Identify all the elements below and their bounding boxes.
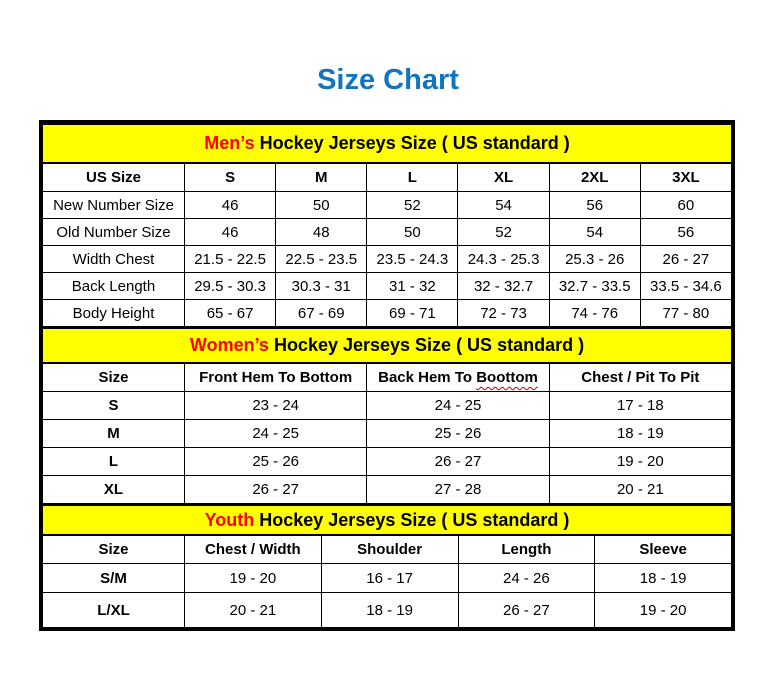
mens-col-header: S [185,163,276,192]
womens-col-header-misspelled-word: Boottom [476,369,538,386]
cell-value: 18 - 19 [595,564,732,593]
womens-col-header [367,363,549,392]
row-label: M [43,420,185,448]
cell-value: 26 - 27 [185,476,367,504]
cell-value: 50 [276,192,367,219]
cell-value: 54 [549,219,640,246]
cell-value: 25 - 26 [185,448,367,476]
cell-value: 46 [185,192,276,219]
mens-col-header: 2XL [549,163,640,192]
cell-value: 50 [367,219,458,246]
cell-value: 32 - 32.7 [458,273,549,300]
cell-value: 77 - 80 [640,300,731,327]
cell-value: 33.5 - 34.6 [640,273,731,300]
mens-band-rest: Hockey Jerseys Size ( US standard ) [254,133,570,153]
cell-value: 16 - 17 [321,564,458,593]
table-row [43,273,732,300]
table-row [43,448,732,476]
cell-value: 20 - 21 [549,476,731,504]
cell-value: 60 [640,192,731,219]
womens-band-highlight: Women’s [189,335,269,355]
cell-value: 67 - 69 [276,300,367,327]
cell-value: 74 - 76 [549,300,640,327]
youth-band-title [43,505,732,535]
cell-value: 56 [640,219,731,246]
cell-value: 24 - 26 [458,564,595,593]
table-row [43,420,732,448]
cell-value: 18 - 19 [321,593,458,628]
youth-band-rest: Hockey Jerseys Size ( US standard ) [254,509,570,530]
womens-col-header-prefix: Back Hem To [378,369,477,386]
mens-band-title [43,124,732,163]
cell-value: 65 - 67 [185,300,276,327]
mens-col-header: US Size [43,163,185,192]
cell-value: 22.5 - 23.5 [276,246,367,273]
cell-value: 46 [185,219,276,246]
cell-value: 25.3 - 26 [549,246,640,273]
table-row [43,192,732,219]
womens-band-rest: Hockey Jerseys Size ( US standard ) [268,335,585,355]
mens-band-highlight: Men’s [204,133,255,153]
cell-value: 32.7 - 33.5 [549,273,640,300]
mens-col-header: L [367,163,458,192]
womens-header-row [43,363,732,392]
womens-col-header: Front Hem To Bottom [185,363,367,392]
table-row [43,593,732,628]
cell-value: 26 - 27 [640,246,731,273]
cell-value: 24.3 - 25.3 [458,246,549,273]
cell-value: 72 - 73 [458,300,549,327]
cell-value: 24 - 25 [367,392,549,420]
cell-value: 26 - 27 [367,448,549,476]
cell-value: 24 - 25 [185,420,367,448]
cell-value: 69 - 71 [367,300,458,327]
cell-value: 19 - 20 [185,564,322,593]
row-label: L [43,448,185,476]
mens-header-row [43,163,732,192]
womens-col-header: Size [43,363,185,392]
mens-size-table [42,123,732,327]
cell-value: 27 - 28 [367,476,549,504]
row-label: New Number Size [43,192,185,219]
cell-value: 52 [367,192,458,219]
cell-value: 23.5 - 24.3 [367,246,458,273]
womens-section-band [43,328,732,363]
youth-col-header: Shoulder [321,535,458,564]
cell-value: 17 - 18 [549,392,731,420]
youth-col-header: Length [458,535,595,564]
cell-value: 26 - 27 [458,593,595,628]
size-chart-container [39,120,735,631]
youth-section-band [43,505,732,535]
mens-col-header: XL [458,163,549,192]
womens-band-title [43,328,732,363]
youth-band-highlight: Youth [204,509,255,530]
row-label: S [43,392,185,420]
mens-col-header: 3XL [640,163,731,192]
mens-section-band [43,124,732,163]
table-row [43,392,732,420]
row-label: XL [43,476,185,504]
cell-value: 54 [458,192,549,219]
row-label: Old Number Size [43,219,185,246]
youth-col-header: Chest / Width [185,535,322,564]
mens-col-header: M [276,163,367,192]
youth-col-header: Size [43,535,185,564]
youth-header-row [43,535,732,564]
row-label: Body Height [43,300,185,327]
table-row [43,246,732,273]
cell-value: 19 - 20 [549,448,731,476]
cell-value: 30.3 - 31 [276,273,367,300]
row-label: S/M [43,564,185,593]
cell-value: 56 [549,192,640,219]
table-row [43,219,732,246]
page-title: Size Chart [317,64,459,96]
cell-value: 23 - 24 [185,392,367,420]
youth-size-table [42,504,732,628]
cell-value: 31 - 32 [367,273,458,300]
womens-size-table [42,327,732,504]
cell-value: 20 - 21 [185,593,322,628]
table-row [43,564,732,593]
cell-value: 19 - 20 [595,593,732,628]
cell-value: 29.5 - 30.3 [185,273,276,300]
cell-value: 21.5 - 22.5 [185,246,276,273]
youth-col-header: Sleeve [595,535,732,564]
cell-value: 48 [276,219,367,246]
cell-value: 52 [458,219,549,246]
row-label: Back Length [43,273,185,300]
womens-col-header: Chest / Pit To Pit [549,363,731,392]
cell-value: 18 - 19 [549,420,731,448]
table-row [43,300,732,327]
cell-value: 25 - 26 [367,420,549,448]
row-label: Width Chest [43,246,185,273]
row-label: L/XL [43,593,185,628]
table-row [43,476,732,504]
